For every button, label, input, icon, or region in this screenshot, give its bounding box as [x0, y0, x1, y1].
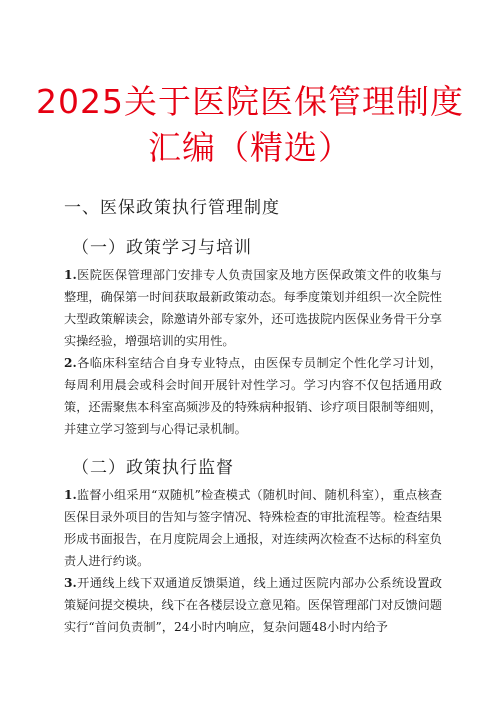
paragraph-item	[64, 572, 442, 638]
document-title-line2: 汇编（精选）	[148, 128, 352, 167]
item-number: 3.	[64, 576, 77, 590]
subsection-heading-1: （一）政策学习与培训	[72, 238, 252, 258]
item-number: 2.	[64, 356, 77, 370]
section-heading: 一、医保政策执行管理制度	[64, 198, 280, 218]
paragraph-item	[64, 484, 442, 572]
item-number: 1.	[64, 488, 77, 502]
document-title-line1: 2025关于医院医保管理制度	[36, 82, 464, 121]
item-number: 1.	[64, 268, 77, 282]
item-text: 医院医保管理部门安排专人负责国家及地方医保政策文件的收集与整理，确保第一时间获取最新政策动态。每季度策划并组织一次全院性大型政策解读会，除邀请外部专家外，还可选拔院内医保业务骨干分享实操经验，增强培训的实用性。	[64, 268, 442, 348]
item-text: 各临床科室结合自身专业特点，由医保专员制定个性化学习计划，每周利用晨会或科会时间开展针对性学习。学习内容不仅包括通用政策，还需聚焦本科室高频涉及的特殊病种报销、诊疗项目限制等细则，并建立学习签到与心得记录机制。	[64, 356, 442, 436]
paragraph-item	[64, 264, 442, 352]
item-text: 监督小组采用“双随机”检查模式（随机时间、随机科室），重点核查医保目录外项目的告知与签字情况、特殊检查的审批流程等。检查结果形成书面报告，在月度院周会上通报，对连续两次检查不达标的科室负责人进行约谈。	[64, 488, 442, 568]
paragraph-item	[64, 352, 442, 440]
subsection-heading-2: （二）政策执行监督	[72, 458, 234, 478]
item-text: 开通线上线下双通道反馈渠道，线上通过医院内部办公系统设置政策疑问提交模块，线下在各楼层设立意见箱。医保管理部门对反馈问题实行“首问负责制”，24小时内响应，复杂问题48小时内给予	[64, 576, 442, 634]
